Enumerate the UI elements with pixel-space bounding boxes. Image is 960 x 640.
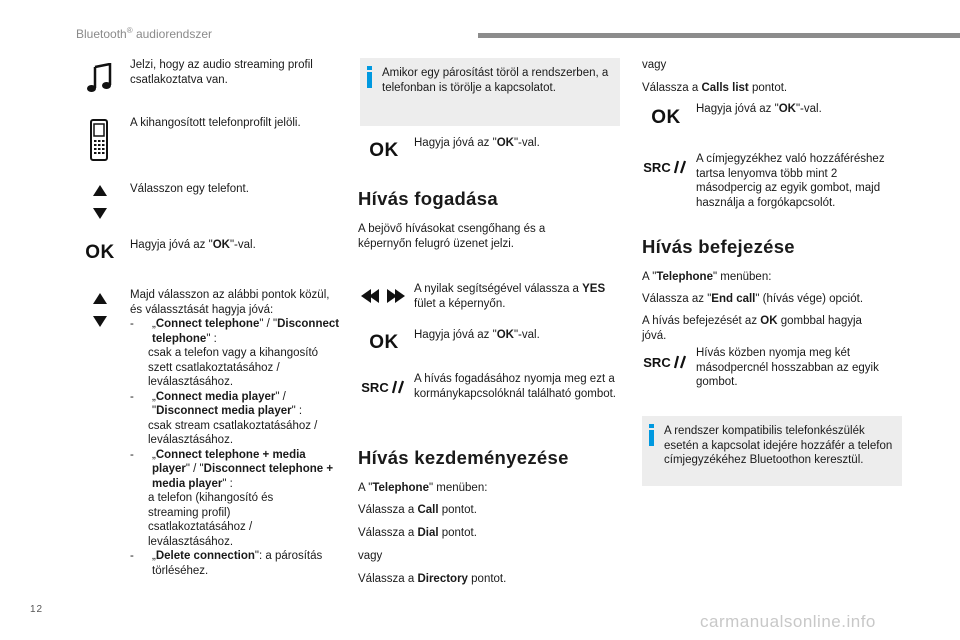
page-number: 12: [30, 604, 44, 615]
list-item-desc: csak stream csatlakoztatásához / leválasztásához.: [148, 419, 318, 446]
streaming-profile-text: Jelzi, hogy az audio streaming profil csatlakoztatva van.: [130, 59, 313, 86]
music-note-icon: [84, 62, 116, 94]
handsfree-profile-text: A kihangosított telefonprofilt jelöli.: [130, 117, 301, 129]
receive-call-text: A bejövő hívásokat csengőhang és a képernyőn felugró üzenet jelzi.: [358, 223, 546, 250]
watermark: carmanualsonline.info: [700, 612, 876, 631]
info-box: [360, 58, 620, 126]
heading-receive-call: Hívás fogadása: [358, 188, 498, 209]
up-down-arrows-icon: [90, 184, 110, 220]
select-dial-text: Válassza a Dial pontot.: [358, 527, 477, 539]
page-header: [0, 0, 960, 40]
info-icon: [366, 66, 372, 92]
info-text: Amikor egy párosítást töröl a rendszerben, a telefonban is törölje a kapcsolatot.: [382, 67, 609, 94]
list-item: - „Connect telephone + media player" / "Disconnect telephone + media player" :: [130, 448, 334, 490]
ok-button-icon: OK: [85, 242, 115, 263]
confirm-ok-text: Hagyja jóvá az "OK"-val.: [696, 103, 822, 115]
up-down-arrows-icon: [90, 292, 110, 328]
info-text: A rendszer kompatibilis telefonkészülék esetén a kapcsolat idejére hozzáfér a telefon címjegyzékéhez Bluetoothon keresztül.: [664, 425, 893, 466]
confirm-ok-text: Hagyja jóvá az "OK"-val.: [130, 239, 256, 251]
telephone-menu-text: A "Telephone" menüben:: [642, 271, 772, 283]
heading-make-call: Hívás kezdeményezése: [358, 447, 569, 468]
ok-button-icon: OK: [369, 140, 399, 161]
ok-button-icon: OK: [651, 107, 681, 128]
select-calls-list-text: Válassza a Calls list pontot.: [642, 82, 788, 94]
ok-button-icon: OK: [369, 332, 399, 353]
list-item: - „Delete connection": a párosítás törléséhez.: [130, 550, 323, 577]
header-bar: [478, 33, 960, 38]
section-title: Bluetooth® audiorendszer: [76, 26, 213, 41]
src-directory-text: A címjegyzékhez való hozzáféréshez tartsa lenyomva több mint 2 másodpercig az egyik gombot, majd használja a forgókapcsolót.: [696, 153, 885, 209]
select-end-call-text: Válassza az "End call" (hívás vége) opciót.: [642, 293, 864, 305]
left-right-arrows-icon: [360, 286, 406, 306]
confirm-end-text: A hívás befejezését az OK gombbal hagyja jóvá.: [642, 315, 862, 342]
phone-icon: [86, 118, 112, 162]
list-item: - „Connect telephone" / "Disconnect telephone" :: [130, 318, 340, 345]
select-directory-text: Válassza a Directory pontot.: [358, 573, 507, 585]
list-item-desc: a telefon (kihangosító és streaming profil) csatlakoztatásához / leválasztásához.: [148, 492, 274, 548]
or-text: vagy: [358, 550, 383, 562]
src-phone-icon: SRC: [358, 376, 408, 398]
info-icon: [648, 424, 654, 450]
arrows-yes-text: A nyilak segítségével válassza a YES fület a képernyőn.: [414, 283, 606, 310]
select-call-text: Válassza a Call pontot.: [358, 504, 477, 516]
options-intro-text: Majd válasszon az alábbi pontok közül, és válassztását hagyja jóvá:: [130, 289, 330, 316]
select-phone-text: Válasszon egy telefont.: [130, 183, 249, 195]
info-box: [642, 416, 902, 486]
list-item-desc: csak a telefon vagy a kihangosító szett csatlakoztatásához / leválasztásához.: [148, 347, 319, 388]
src-phone-icon: SRC: [640, 156, 690, 178]
heading-end-call: Hívás befejezése: [642, 236, 795, 257]
telephone-menu-text: A "Telephone" menüben:: [358, 482, 488, 494]
confirm-ok-text: Hagyja jóvá az "OK"-val.: [414, 137, 540, 149]
list-item: - „Connect media player" / "Disconnect media player" :: [130, 390, 303, 417]
connection-options-list: [130, 317, 340, 578]
confirm-ok-text: Hagyja jóvá az "OK"-val.: [414, 329, 540, 341]
src-end-text: Hívás közben nyomja meg két másodpercnél hosszabban az egyik gombot.: [696, 347, 879, 388]
src-receive-text: A hívás fogadásához nyomja meg ezt a kormánykapcsolóknál található gombot.: [414, 373, 617, 400]
src-phone-icon: SRC: [640, 351, 690, 373]
or-text: vagy: [642, 59, 667, 71]
